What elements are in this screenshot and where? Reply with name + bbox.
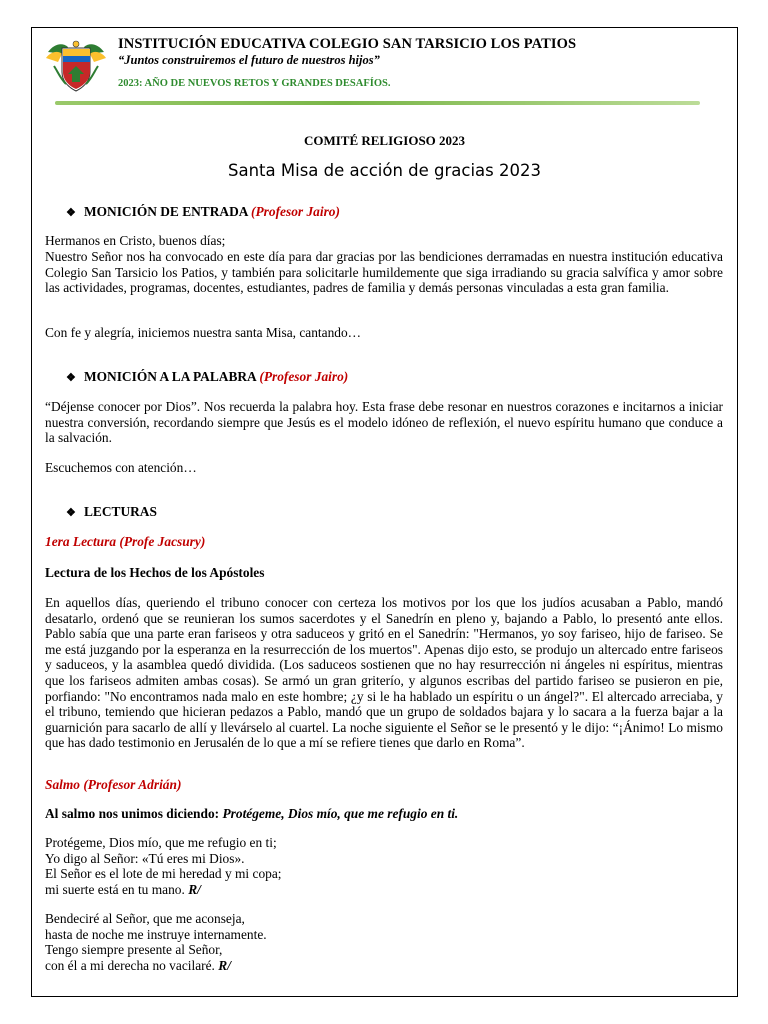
psalm-response: Protégeme, Dios mío, que me refugio en ti. <box>222 806 459 821</box>
psalm-stanza-2 <box>45 911 723 973</box>
committee-heading: COMITÉ RELIGIOSO 2023 <box>303 133 466 148</box>
psalm-line: Bendeciré al Señor, que me aconseja, <box>45 911 245 926</box>
section-heading-entrada <box>66 204 744 222</box>
document-title: Santa Misa de acción de gracias 2023 <box>228 161 541 180</box>
psalm-line: Tengo siempre presente al Señor, <box>45 942 223 958</box>
greeting-text: Hermanos en Cristo, buenos días; <box>45 233 226 248</box>
diamond-bullet-icon: ❖ <box>66 507 76 519</box>
heading-text: MONICIÓN A LA PALABRA <box>84 369 256 384</box>
psalm-line: Yo digo al Señor: «Tú eres mi Dios». <box>45 850 245 866</box>
heading-text: LECTURAS <box>84 504 157 519</box>
diamond-bullet-icon: ❖ <box>66 372 76 384</box>
response-mark: R/ <box>218 957 231 973</box>
psalm-stanza-1 <box>45 835 723 897</box>
school-name: INSTITUCIÓN EDUCATIVA COLEGIO SAN TARSICIO LOS PATIOS <box>118 36 577 52</box>
response-mark: R/ <box>188 881 201 897</box>
first-reading-body: En aquellos días, queriendo el tribuno conocer con certeza los motivos por los que los judíos acusaban a Pablo, mandó desatarlo, ordenó que se reunieran los sumos sacerdotes y el Sanedrín en pleno y, bajando a Pablo, lo presentó ante ellos. Pablo sabía que una parte eran fariseos y otra saduceos y gritó en el Sanedrín: "Hermanos, yo soy fariseo, hijo de fariseo. Se me está juzgando por la esperanza en la resurrección de los muertos". Apenas dijo esto, se produjo un altercado entre fariseos y saduceos, y la asamblea quedó dividida. (Los saduceos sostienen que no hay resurrección ni ángeles ni espíritus, mientras que los fariseos admiten ambas cosas). Se armó un gran griterío, y algunos escribas del partido fariseo se pusieron en pie, porfiando: "No encontramos nada malo en este hombre; ¿y si le ha hablado un espíritu o un ángel?". El altercado arreciaba, y el tribuno, temiendo que hicieran pedazos a Pablo, mandó que un grupo de soldados bajara y lo sacara a la fuerza bajar a la guarnición para sacarlo de allí y llevárselo al cuartel. La noche siguiente el Señor se le presentó y le dijo: “¡Ánimo! Lo mismo que has dado testimonio en Jerusalén de lo que a mí se refiere tienes que darlo en Roma”. <box>45 595 723 751</box>
psalm-label: Salmo (Profesor Adrián) <box>45 777 182 792</box>
section-heading-lecturas <box>66 504 744 522</box>
psalm-line: con él a mi derecha no vacilaré. R/ <box>45 957 231 973</box>
speaker-name: (Profesor Jairo) <box>251 204 340 219</box>
entrada-body: Nuestro Señor nos ha convocado en este día para dar gracias por las bendiciones derramadas en nuestra institución educativa Colegio San Tarsicio los Patios, y también para solicitarle humildemente que siga irradiando su gracia salvífica y amor sobre las actividades, programas, docentes, estudiantes, padres de familia y demás personas vinculadas a esta gran familia. <box>45 249 723 296</box>
psalm-line: hasta de noche me instruye internamente. <box>45 926 267 942</box>
psalm-line: El Señor es el lote de mi heredad y mi copa; <box>45 866 282 882</box>
palabra-closing: Escuchemos con atención… <box>45 460 197 475</box>
diamond-bullet-icon: ❖ <box>66 207 76 219</box>
first-reading-title: Lectura de los Hechos de los Apóstoles <box>45 565 265 580</box>
school-crest-logo <box>44 38 108 94</box>
psalm-intro-text: Al salmo nos unimos diciendo: <box>45 806 220 821</box>
palabra-body: “Déjense conocer por Dios”. Nos recuerda la palabra hoy. Esta frase debe resonar en nuestros corazones e incitarnos a iniciar nuestra conversión, recordando siempre que Jesús es el modelo idóneo de reflexión, el nuevo espíritu humano que conduce a la salvación. <box>45 399 723 446</box>
psalm-line: mi suerte está en tu mano. R/ <box>45 881 201 897</box>
first-reading-label: 1era Lectura (Profe Jacsury) <box>45 534 206 549</box>
heading-text: MONICIÓN DE ENTRADA <box>84 204 248 219</box>
school-motto: “Juntos construiremos el futuro de nuestros hijos” <box>118 53 380 67</box>
speaker-name: (Profesor Jairo) <box>259 369 349 384</box>
entrada-closing: Con fe y alegría, iniciemos nuestra santa Misa, cantando… <box>45 325 362 340</box>
section-heading-palabra <box>66 369 744 387</box>
psalm-intro <box>45 806 723 822</box>
year-motto: 2023: AÑO DE NUEVOS RETOS Y GRANDES DESAFÍOS. <box>118 78 391 89</box>
header-divider <box>55 101 700 105</box>
psalm-line: Protégeme, Dios mío, que me refugio en ti; <box>45 835 277 850</box>
